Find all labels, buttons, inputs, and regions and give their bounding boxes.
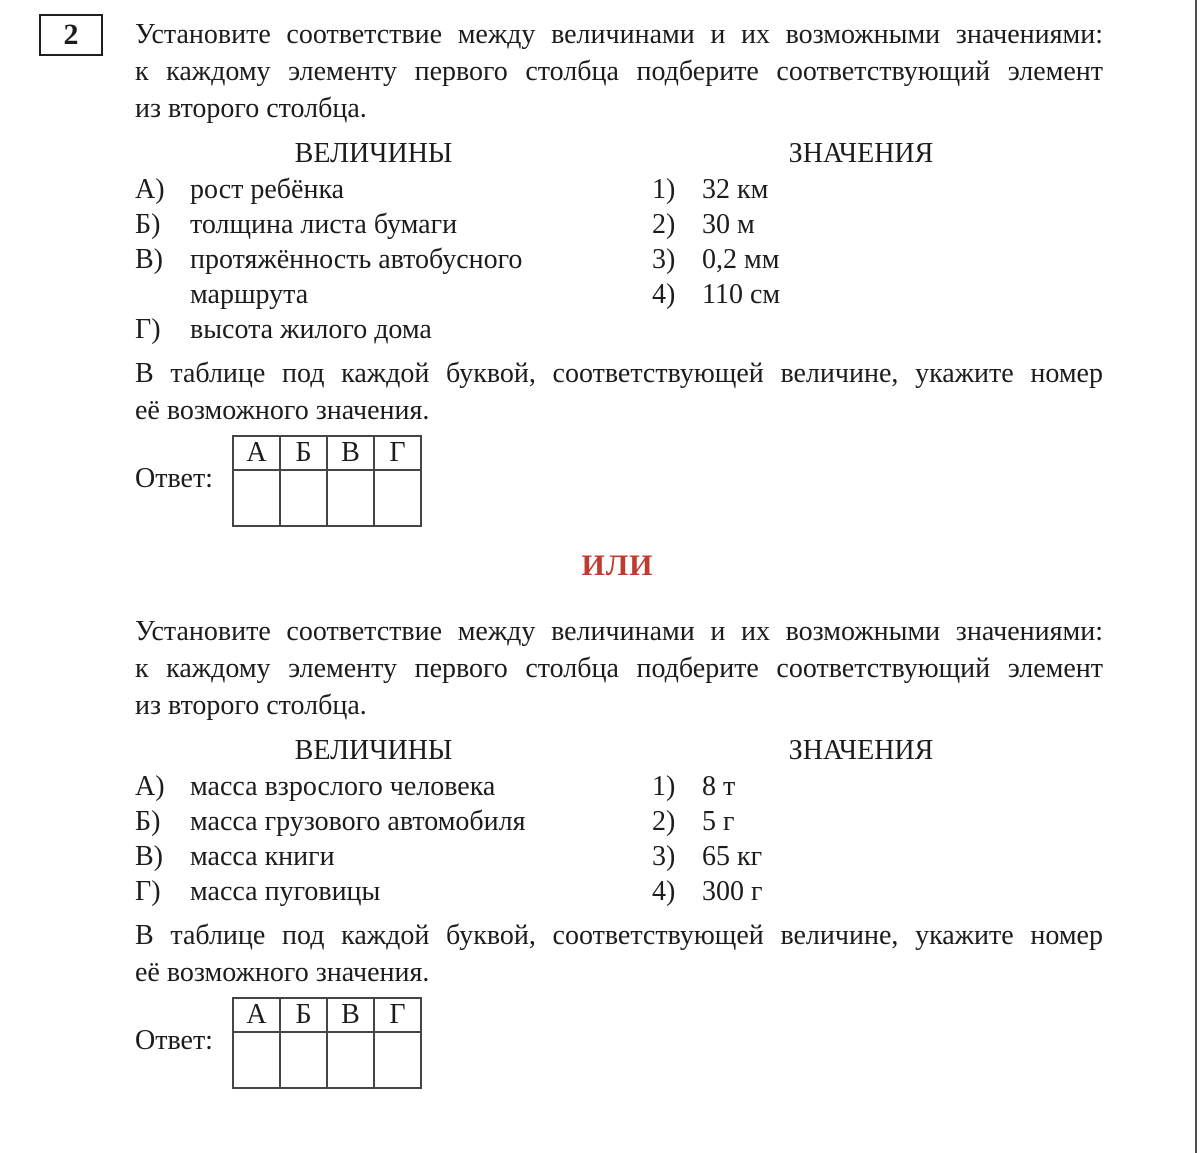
intro-line: к каждому элементу первого столбца подберите соответствующий элемент [135, 56, 1103, 87]
list-item [135, 207, 652, 242]
value-text: 5 г [702, 806, 735, 837]
answer-input-cell [327, 1032, 374, 1088]
block1-answer-section [135, 435, 1200, 527]
intro-line: к каждому элементу первого столбца подберите соответствующий элемент [135, 653, 1103, 684]
list-item [135, 839, 652, 874]
item-letter: Г) [135, 876, 161, 907]
answer-header-cell: В [327, 436, 374, 470]
value-item [652, 242, 1100, 277]
value-number: 1) [652, 771, 676, 802]
item-text: масса книги [190, 841, 335, 872]
item-letter: В) [135, 841, 163, 872]
item-text: толщина листа бумаги [190, 209, 458, 240]
answer-header-cell: А [233, 436, 280, 470]
item-letter: Б) [135, 806, 161, 837]
values-column-header: ВЕЛИЧИНЫ [294, 138, 453, 169]
block1-intro-paragraph [135, 0, 1103, 127]
task-number: 2 [63, 18, 79, 51]
list-item [135, 769, 652, 804]
value-item [652, 874, 1100, 909]
item-letter: Б) [135, 209, 161, 240]
block2-intro-paragraph [135, 583, 1103, 724]
block1-match-list [135, 172, 1100, 347]
answer-input-cell [327, 470, 374, 526]
instruction-line: В таблице под каждой буквой, соответствующей величине, укажите номер [135, 358, 1103, 389]
block2-column-headers [135, 732, 1100, 769]
answer-input-cell [280, 470, 327, 526]
answer-label: Ответ: [135, 463, 213, 494]
block2-match-list [135, 769, 1100, 909]
block1-left-column [135, 172, 652, 347]
block2-answer-table [232, 997, 422, 1089]
answer-header-cell: А [233, 998, 280, 1032]
list-item-continuation [135, 277, 652, 312]
item-letter [135, 277, 190, 312]
instruction-line: В таблице под каждой буквой, соответствующей величине, укажите номер [135, 920, 1103, 951]
value-item [652, 172, 1100, 207]
list-item [135, 874, 652, 909]
value-item [652, 277, 1100, 312]
item-text: масса пуговицы [190, 876, 381, 907]
item-text: масса грузового автомобиля [190, 806, 526, 837]
answer-label: Ответ: [135, 1025, 213, 1056]
value-number: 1) [652, 174, 676, 205]
value-item [652, 207, 1100, 242]
value-text: 8 т [702, 771, 736, 802]
intro-line: из второго столбца. [135, 690, 367, 721]
answer-header-cell: Б [280, 998, 327, 1032]
intro-line: из второго столбца. [135, 93, 367, 124]
intro-line: Установите соответствие между величинами и их возможными значениями: [135, 616, 1103, 647]
item-text: высота жилого дома [190, 314, 432, 345]
block2-left-column [135, 769, 652, 909]
value-number: 3) [652, 244, 676, 275]
answer-input-row [233, 1032, 421, 1088]
answer-header-cell: В [327, 998, 374, 1032]
answer-input-cell [233, 470, 280, 526]
block2-table-instruction [135, 917, 1103, 991]
answer-input-row [233, 470, 421, 526]
value-text: 0,2 мм [702, 244, 780, 275]
list-item [135, 804, 652, 839]
block2-right-column [652, 769, 1100, 909]
item-letter: А) [135, 771, 165, 802]
item-text: масса взрослого человека [190, 771, 496, 802]
instruction-line: её возможного значения. [135, 957, 430, 988]
item-letter: В) [135, 244, 163, 275]
value-text: 65 кг [702, 841, 763, 872]
value-number: 4) [652, 876, 676, 907]
item-text: рост ребёнка [190, 174, 345, 205]
answer-header-cell: Б [280, 436, 327, 470]
value-number: 2) [652, 806, 676, 837]
intro-line: Установите соответствие между величинами и их возможными значениями: [135, 19, 1103, 50]
answer-header-row [233, 998, 421, 1032]
answer-header-row [233, 436, 421, 470]
value-item [652, 804, 1100, 839]
block1-column-headers [135, 135, 1100, 172]
list-item [135, 172, 652, 207]
answer-input-cell [280, 1032, 327, 1088]
item-letter: Г) [135, 314, 161, 345]
item-text: протяжённость автобусного [190, 244, 523, 275]
value-item [652, 839, 1100, 874]
meanings-column-header: ЗНАЧЕНИЯ [788, 138, 934, 169]
meanings-column-header: ЗНАЧЕНИЯ [788, 735, 934, 766]
block1-table-instruction [135, 355, 1103, 429]
list-item [135, 312, 652, 347]
or-divider: ИЛИ [581, 549, 654, 582]
value-number: 4) [652, 279, 676, 310]
value-text: 30 м [702, 209, 755, 240]
instruction-line: её возможного значения. [135, 395, 430, 426]
values-column-header: ВЕЛИЧИНЫ [294, 735, 453, 766]
block1-right-column [652, 172, 1100, 347]
block1-answer-table [232, 435, 422, 527]
value-number: 3) [652, 841, 676, 872]
value-number: 2) [652, 209, 676, 240]
answer-header-cell: Г [374, 436, 421, 470]
answer-input-cell [374, 470, 421, 526]
item-text: маршрута [190, 279, 309, 310]
answer-input-cell [374, 1032, 421, 1088]
item-letter: А) [135, 174, 165, 205]
value-item [652, 769, 1100, 804]
value-text: 32 км [702, 174, 769, 205]
block2-answer-section [135, 997, 1200, 1089]
value-text: 110 см [702, 279, 781, 310]
answer-header-cell: Г [374, 998, 421, 1032]
answer-input-cell [233, 1032, 280, 1088]
list-item [135, 242, 652, 277]
value-text: 300 г [702, 876, 763, 907]
